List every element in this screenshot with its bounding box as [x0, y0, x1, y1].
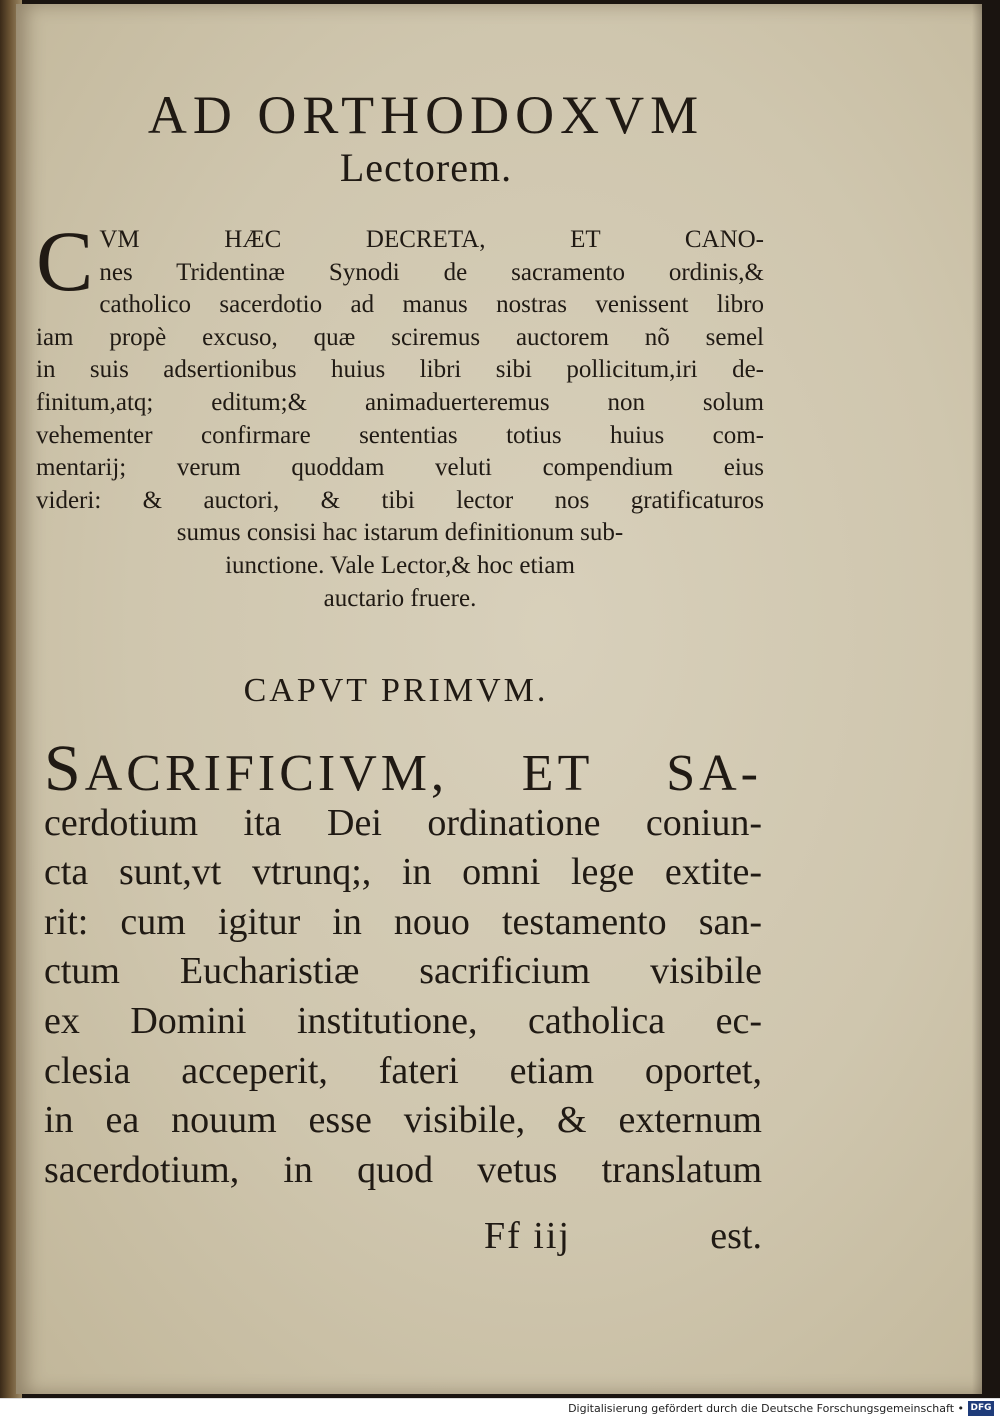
- body-line: ctum Eucharistiæ sacrificium visibile: [44, 950, 762, 993]
- body-line: ex Domini institutione, catholica ec-: [44, 999, 762, 1042]
- catchword: est.: [710, 1215, 762, 1257]
- body-first-line: [44, 732, 762, 805]
- intro-line: auctario fruere.: [323, 584, 477, 612]
- intro-line: in suis adsertionibus huius libri sibi pollicitum,iri de-: [36, 356, 764, 384]
- intro-line: sumus consisi hac istarum definitionum sub-: [176, 519, 624, 547]
- intro-line: finitum,atq; editum;& animaduerteremus non solum: [36, 388, 764, 416]
- body-first-line-text: ACRIFICIVM, ET SA-: [84, 745, 762, 802]
- intro-line: vehementer confirmare sententias totius huius com-: [36, 421, 764, 449]
- book-page: [16, 4, 982, 1394]
- intro-paragraph: [36, 213, 764, 615]
- page-shadow-edge: [972, 4, 982, 1394]
- intro-line: nes Tridentinæ Synodi de sacramento ordinis,&: [99, 258, 764, 286]
- page-subtitle: Lectorem.: [339, 145, 513, 190]
- body-line: rit: cum igitur in nouo testamento san-: [44, 900, 762, 943]
- page-title: AD ORTHODOXVM: [147, 85, 705, 145]
- intro-line: videri: & auctori, & tibi lector nos gratificaturos: [36, 486, 764, 514]
- body-line: sacerdotium, in quod vetus translatum: [44, 1148, 762, 1191]
- dfg-logo-icon: DFG: [968, 1401, 994, 1416]
- funding-notice: Digitalisierung gefördert durch die Deutsche Forschungsgemeinschaft •: [568, 1402, 964, 1415]
- intro-line: VM HÆC DECRETA, ET CANO-: [99, 226, 764, 253]
- body-line: cerdotium ita Dei ordinatione coniun-: [44, 801, 762, 844]
- body-line: cta sunt,vt vtrunq;, in omni lege extite-: [44, 851, 762, 894]
- intro-drop-cap: C: [36, 213, 94, 309]
- body-line: clesia acceperit, fateri etiam oportet,: [44, 1049, 762, 1092]
- intro-line: iam propè excuso, quæ sciremus auctorem nõ semel: [36, 323, 764, 351]
- intro-line: iunctione. Vale Lector,& hoc etiam: [225, 551, 575, 579]
- chapter-heading: CAPVT PRIMVM.: [243, 672, 549, 709]
- footer-strip: [0, 1398, 1000, 1421]
- intro-line: mentarij; verum quoddam veluti compendium eius: [36, 454, 764, 482]
- body-line: in ea nouum esse visibile, & externum: [44, 1099, 762, 1142]
- body-initial: S: [44, 732, 85, 805]
- intro-line: catholico sacerdotio ad manus nostras venissent libro: [99, 291, 764, 319]
- chapter-body: [44, 732, 762, 1195]
- page-footer-line: [44, 1214, 762, 1264]
- signature-mark: Ff iij: [484, 1215, 571, 1257]
